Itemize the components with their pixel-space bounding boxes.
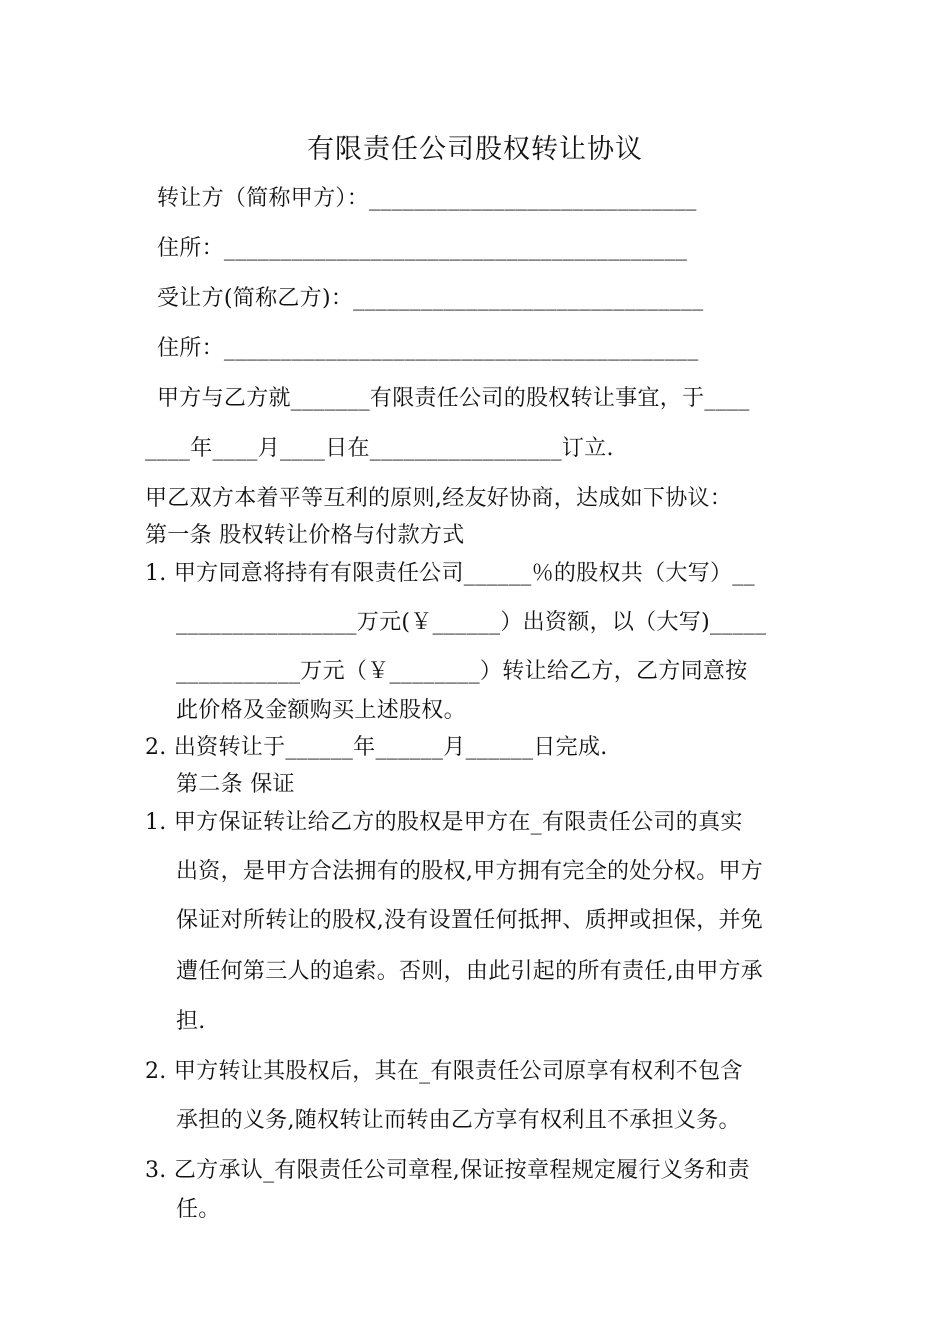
clause-2-1-line2: 出资，是甲方合法拥有的股权,甲方拥有完全的处分权。甲方 (176, 859, 764, 884)
clause-2-2-line2: 承担的义务,随权转让而转由乙方享有权利且不承担义务。 (176, 1108, 741, 1133)
transferee-address-line: 住所：__________________________________________ (157, 336, 699, 361)
agreement-preamble: 甲乙双方本着平等互利的原则,经友好协商，达成如下协议： (145, 486, 733, 511)
clause-1-1-line4: 此价格及金额购买上述股权。 (176, 698, 466, 723)
transferor-line: 转让方（简称甲方）：_____________________________ (157, 186, 697, 211)
article-1-heading: 第一条 股权转让价格与付款方式 (145, 523, 465, 548)
document-title: 有限责任公司股权转让协议 (307, 134, 643, 165)
clause-2-1-line3: 保证对所转让的股权,没有设置任何抵押、质押或担保，并免 (176, 908, 764, 933)
clause-1-1-line2: ________________万元(￥______）出资额，以（大写)_____ (176, 610, 767, 635)
paragraph-intro-line2: ____年____月____日在_________________订立. (145, 436, 614, 461)
article-2-heading: 第二条 保证 (176, 772, 295, 797)
clause-2-3-line2: 任。 (176, 1197, 221, 1222)
clause-1-1-line3: ___________万元（￥________）转让给乙方，乙方同意按 (176, 659, 748, 684)
clause-1-1-line1: 1. 甲方同意将持有有限责任公司______％的股权共（大写）__ (145, 561, 755, 586)
clause-2-3-line1: 3. 乙方承认_有限责任公司章程,保证按章程规定履行义务和责 (145, 1158, 750, 1183)
transferee-line: 受让方(简称乙方)：_______________________________ (157, 286, 704, 311)
clause-2-1-line1: 1. 甲方保证转让给乙方的股权是甲方在_有限责任公司的真实 (145, 810, 743, 835)
clause-2-1-line4: 遭任何第三人的追索。否则，由此引起的所有责任,由甲方承 (176, 959, 764, 984)
clause-2-2-line1: 2. 甲方转让其股权后，其在_有限责任公司原享有权利不包含 (145, 1059, 743, 1084)
clause-2-1-line5: 担. (176, 1009, 206, 1034)
paragraph-intro-line1: 甲方与乙方就_______有限责任公司的股权转让事宜，于____ (157, 386, 750, 411)
transferor-address-line: 住所：_________________________________________ (157, 236, 688, 261)
clause-1-2: 2. 出资转让于______年______月______日完成. (145, 735, 608, 760)
